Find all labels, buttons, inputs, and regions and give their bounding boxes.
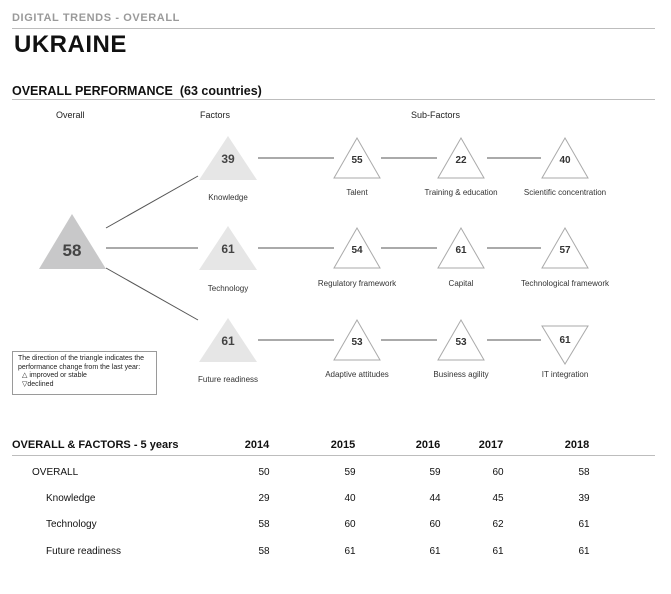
training-education-label: Training & education — [424, 188, 498, 197]
triangle-legend — [12, 351, 157, 395]
technological-framework-rank: 57 — [559, 245, 571, 256]
column-header-overall: Overall — [56, 110, 85, 120]
history-cell: 59 — [429, 467, 441, 478]
history-cell: 59 — [344, 467, 356, 478]
it-integration-rank: 61 — [559, 335, 571, 346]
history-cell: 60 — [492, 467, 504, 478]
legend-line-2: performance change from the last year: — [18, 363, 141, 371]
history-cell: 58 — [578, 467, 590, 478]
column-header-subfactors: Sub-Factors — [411, 110, 461, 120]
talent-rank: 55 — [351, 155, 363, 166]
history-cell: 50 — [258, 467, 270, 478]
history-row-label-overall: OVERALL — [32, 467, 79, 478]
adaptive-attitudes-rank: 53 — [351, 337, 363, 348]
country-title: UKRAINE — [14, 31, 127, 58]
history-cell: 61 — [492, 546, 504, 557]
history-title: OVERALL & FACTORS - 5 years — [12, 439, 179, 451]
history-row-label-technology: Technology — [46, 519, 97, 530]
history-cell: 61 — [578, 519, 590, 530]
talent-label: Talent — [346, 188, 368, 197]
technological-framework-label: Technological framework — [520, 279, 610, 288]
technology-label: Technology — [207, 284, 249, 293]
legend-improved: △ improved or stable — [22, 372, 87, 379]
history-divider — [12, 455, 655, 456]
history-cell: 58 — [258, 519, 270, 530]
history-cell: 61 — [429, 546, 441, 557]
history-row-label-knowledge: Knowledge — [46, 493, 96, 504]
performance-title: OVERALL PERFORMANCE — [12, 84, 173, 98]
capital-rank: 61 — [455, 245, 467, 256]
regulatory-framework-label: Regulatory framework — [317, 279, 397, 288]
overall-rank: 58 — [62, 241, 82, 260]
performance-subtitle: (63 countries) — [179, 84, 262, 98]
column-header-factors: Factors — [200, 110, 231, 120]
history-row-label-future-readiness: Future readiness — [46, 546, 122, 557]
business-agility-label: Business agility — [433, 370, 489, 379]
year-header-2017: 2017 — [478, 439, 504, 451]
year-header-2015: 2015 — [330, 439, 356, 451]
scientific-concentration-label: Scientific concentration — [523, 188, 607, 197]
history-cell: 39 — [578, 493, 590, 504]
technology-rank: 61 — [221, 242, 235, 256]
regulatory-framework-rank: 54 — [351, 245, 363, 256]
future-readiness-label: Future readiness — [197, 375, 259, 384]
capital-label: Capital — [448, 279, 474, 288]
knowledge-label: Knowledge — [208, 193, 248, 202]
history-cell: 58 — [258, 546, 270, 557]
knowledge-rank: 39 — [221, 152, 235, 166]
history-cell: 62 — [492, 519, 504, 530]
connector-lines — [106, 158, 541, 340]
adaptive-attitudes-label: Adaptive attitudes — [325, 370, 389, 379]
future-readiness-rank: 61 — [221, 334, 235, 348]
year-header-2014: 2014 — [244, 439, 270, 451]
history-cell: 29 — [258, 493, 270, 504]
history-cell: 45 — [492, 493, 504, 504]
report-supertitle: DIGITAL TRENDS - OVERALL — [12, 12, 180, 24]
history-cell: 60 — [429, 519, 441, 530]
year-header-2016: 2016 — [415, 439, 441, 451]
scientific-concentration-rank: 40 — [559, 155, 571, 166]
it-integration-label: IT integration — [541, 370, 589, 379]
connector-overall-future — [106, 268, 198, 320]
history-cell: 61 — [344, 546, 356, 557]
connector-overall-knowledge — [106, 176, 198, 228]
legend-line-1: The direction of the triangle indicates the — [18, 355, 145, 362]
legend-declined: ▽declined — [22, 380, 54, 388]
year-header-2018: 2018 — [564, 439, 590, 451]
history-cell: 40 — [344, 493, 356, 504]
training-education-rank: 22 — [455, 155, 467, 166]
history-cell: 44 — [429, 493, 441, 504]
history-cell: 60 — [344, 519, 356, 530]
business-agility-rank: 53 — [455, 337, 467, 348]
history-cell: 61 — [578, 546, 590, 557]
